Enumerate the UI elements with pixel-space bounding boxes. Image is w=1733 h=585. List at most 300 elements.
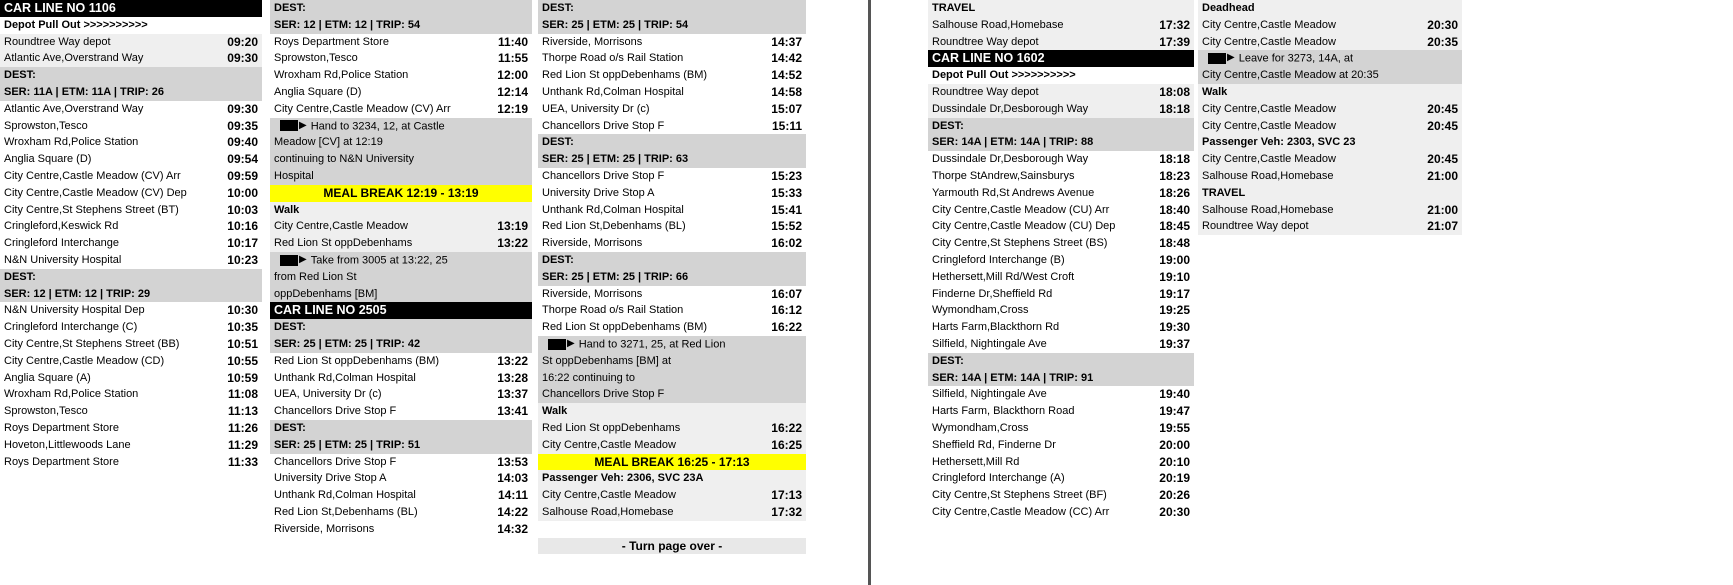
arrow-right-icon: ▶: [299, 253, 307, 265]
stop-time: 18:26: [1159, 185, 1190, 200]
stop-name: Red Lion St,Debenhams (BL): [274, 505, 418, 518]
stop-time: 18:18: [1159, 152, 1190, 167]
stop-name: Roundtree Way depot: [932, 85, 1039, 98]
stop-name: Anglia Square (A): [4, 371, 91, 384]
stop-name: Wroxham Rd,Police Station: [4, 136, 139, 149]
stop-name: SER: 11A | ETM: 11A | TRIP: 26: [4, 85, 164, 98]
note-line: [1198, 67, 1462, 84]
stop-time: 19:37: [1159, 336, 1190, 351]
stop-name: Salhouse Road,Homebase: [542, 505, 674, 518]
stop-name: TRAVEL: [932, 2, 976, 14]
arrow-right-icon: ▶: [1227, 52, 1235, 64]
stop-row: [0, 370, 262, 387]
stop-name: Wymondham,Cross: [932, 304, 1029, 317]
stop-name: City Centre,Castle Meadow: [274, 220, 408, 233]
stop-row: [0, 386, 262, 403]
stop-name: Thorpe Road o/s Rail Station: [542, 304, 684, 317]
turn-page-note: - Turn page over -: [538, 538, 806, 555]
stop-name: Passenger Veh: 2303, SVC 23: [1202, 136, 1356, 149]
handover-note: [270, 118, 532, 185]
stop-row: [270, 67, 532, 84]
stop-time: 11:08: [227, 387, 258, 402]
page-column-1: [0, 0, 262, 470]
stop-time: 20:10: [1159, 454, 1190, 469]
stop-time: 18:23: [1159, 168, 1190, 183]
stop-name: DEST:: [4, 270, 36, 283]
meal-break-banner: MEAL BREAK 12:19 - 13:19: [270, 185, 532, 202]
stop-name: SER: 14A | ETM: 14A | TRIP: 91: [932, 371, 1094, 384]
stop-time: 17:13: [771, 488, 802, 503]
stop-row: [928, 386, 1194, 403]
dest-header: [270, 336, 532, 353]
stop-name: N&N University Hospital Dep: [4, 304, 145, 317]
arrow-right-icon: ▶: [567, 337, 575, 349]
dest-header: [928, 134, 1194, 151]
stop-time: 18:48: [1159, 236, 1190, 251]
stop-row: [1198, 34, 1462, 51]
stop-row: [538, 185, 806, 202]
stop-time: 10:55: [227, 353, 258, 368]
stop-time: 13:19: [497, 219, 528, 234]
stop-row: [0, 34, 262, 51]
stop-time: 14:22: [497, 504, 528, 519]
stop-row: [538, 286, 806, 303]
dest-header: [928, 353, 1194, 370]
stop-time: 10:35: [227, 320, 258, 335]
arrow-right-icon: ▶: [299, 119, 307, 131]
stop-time: 15:07: [771, 101, 802, 116]
dest-header: [928, 118, 1194, 135]
stop-row: [538, 504, 806, 521]
stop-time: 15:11: [771, 118, 802, 133]
blank-row: [538, 521, 806, 538]
stop-time: 11:26: [227, 420, 258, 435]
stop-time: 14:37: [771, 34, 802, 49]
stop-row: [928, 185, 1194, 202]
stop-row: [0, 202, 262, 219]
stop-name: Atlantic Ave,Overstrand Way: [4, 102, 144, 115]
stop-time: 11:33: [227, 454, 258, 469]
stop-name: UEA, University Dr (c): [542, 102, 650, 115]
section-label: [538, 470, 806, 487]
stop-row: [538, 50, 806, 67]
stop-time: 20:30: [1159, 504, 1190, 519]
stop-time: 17:39: [1159, 34, 1190, 49]
stop-row: [538, 101, 806, 118]
stop-time: 20:19: [1159, 471, 1190, 486]
stop-time: 16:12: [771, 303, 802, 318]
stop-row: [270, 403, 532, 420]
stop-name: Cringleford Interchange (B): [932, 253, 1065, 266]
stop-name: City Centre,Castle Meadow: [542, 438, 676, 451]
stop-name: Finderne Dr,Sheffield Rd: [932, 287, 1053, 300]
stop-name: City Centre,Castle Meadow (CU) Dep: [932, 220, 1116, 233]
car-line-header: CAR LINE NO 1602: [928, 50, 1194, 67]
stop-row: [1198, 168, 1462, 185]
stop-row: [538, 84, 806, 101]
stop-time: 15:52: [771, 219, 802, 234]
stop-time: 19:55: [1159, 420, 1190, 435]
stop-name: Deadhead: [1202, 2, 1255, 14]
stop-time: 19:00: [1159, 252, 1190, 267]
stop-name: Hethersett,Mill Rd: [932, 455, 1020, 468]
stop-row: [1198, 218, 1462, 235]
redacted-block-icon: [280, 255, 298, 266]
stop-name: Dussindale Dr,Desborough Way: [932, 102, 1089, 115]
stop-time: 09:20: [227, 34, 258, 49]
stop-row: [0, 437, 262, 454]
stop-name: DEST:: [932, 119, 964, 132]
note-line: [270, 168, 532, 185]
dest-header: [538, 0, 806, 17]
stop-time: 17:32: [1159, 17, 1190, 32]
stop-row: [928, 504, 1194, 521]
stop-time: 13:28: [497, 370, 528, 385]
stop-time: 20:35: [1427, 34, 1458, 49]
stop-row: [270, 50, 532, 67]
stop-time: 20:00: [1159, 437, 1190, 452]
stop-time: 09:59: [227, 168, 258, 183]
stop-name: Riverside, Morrisons: [542, 287, 643, 300]
dest-header: [538, 134, 806, 151]
stop-time: 15:33: [771, 185, 802, 200]
stop-row: [270, 454, 532, 471]
stop-row: [928, 101, 1194, 118]
note-line: [538, 336, 806, 353]
stop-time: 20:26: [1159, 488, 1190, 503]
stop-time: 09:35: [227, 118, 258, 133]
dest-header: [270, 17, 532, 34]
stop-name: University Drive Stop A: [542, 186, 655, 199]
stop-name: City Centre,Castle Meadow: [1202, 18, 1336, 31]
stop-name: City Centre,Castle Meadow: [1202, 102, 1336, 115]
stop-name: SER: 14A | ETM: 14A | TRIP: 88: [932, 136, 1094, 149]
stop-row: [538, 420, 806, 437]
stop-time: 10:30: [227, 303, 258, 318]
stop-name: SER: 25 | ETM: 25 | TRIP: 51: [274, 438, 421, 451]
redacted-block-icon: [1208, 53, 1226, 64]
stop-time: 13:22: [497, 236, 528, 251]
note-line: [538, 386, 806, 403]
stop-row: [1198, 118, 1462, 135]
stop-name: Cringleford Interchange (C): [4, 321, 138, 334]
stop-name: Thorpe StAndrew,Sainsburys: [932, 169, 1075, 182]
stop-time: 14:42: [771, 51, 802, 66]
stop-name: UEA, University Dr (c): [274, 388, 382, 401]
stop-time: 10:03: [227, 202, 258, 217]
stop-time: 16:22: [771, 420, 802, 435]
stop-time: 14:32: [497, 521, 528, 536]
stop-row: [1198, 202, 1462, 219]
stop-row: [928, 235, 1194, 252]
stop-name: DEST:: [542, 253, 574, 266]
dest-header: [0, 67, 262, 84]
stop-name: City Centre,Castle Meadow: [542, 489, 676, 502]
stop-name: Roundtree Way depot: [932, 35, 1039, 48]
stop-name: Roys Department Store: [4, 455, 119, 468]
stop-time: 18:18: [1159, 101, 1190, 116]
stop-row: [928, 454, 1194, 471]
stop-time: 10:23: [227, 252, 258, 267]
handover-note: [538, 336, 806, 403]
stop-row: [538, 67, 806, 84]
stop-name: Harts Farm, Blackthorn Road: [932, 405, 1075, 418]
stop-time: 09:40: [227, 135, 258, 150]
stop-row: [928, 487, 1194, 504]
stop-row: [928, 202, 1194, 219]
stop-time: 20:30: [1427, 17, 1458, 32]
stop-row: [928, 302, 1194, 319]
stop-row: [0, 319, 262, 336]
stop-name: City Centre,Castle Meadow: [1202, 35, 1336, 48]
note-text: Leave for 3273, 14A, at: [1238, 52, 1354, 65]
stop-row: [538, 202, 806, 219]
stop-time: 19:17: [1159, 286, 1190, 301]
stop-name: Dussindale Dr,Desborough Way: [932, 153, 1089, 166]
section-label: [1198, 0, 1462, 17]
stop-name: City Centre,St Stephens Street (BF): [932, 489, 1107, 502]
stop-name: City Centre,Castle Meadow (CV) Arr: [274, 102, 451, 115]
note-text: City Centre,Castle Meadow at 20:35: [1202, 69, 1379, 82]
stop-time: 12:19: [497, 101, 528, 116]
stop-row: [538, 319, 806, 336]
stop-name: Chancellors Drive Stop F: [274, 455, 397, 468]
stop-time: 18:45: [1159, 219, 1190, 234]
dest-header: [270, 0, 532, 17]
note-line: [270, 252, 532, 269]
note-text: oppDebenhams [BM]: [274, 287, 378, 300]
stop-row: [928, 269, 1194, 286]
note-text: Meadow [CV] at 12:19: [274, 136, 383, 149]
section-label: [1198, 134, 1462, 151]
stop-time: 16:07: [771, 286, 802, 301]
dest-header: [928, 370, 1194, 387]
stop-time: 20:45: [1427, 152, 1458, 167]
stop-time: 12:14: [497, 84, 528, 99]
stop-row: [270, 487, 532, 504]
section-label: [1198, 185, 1462, 202]
dest-header: [538, 252, 806, 269]
stop-name: Hoveton,Littlewoods Lane: [4, 438, 131, 451]
stop-name: Red Lion St oppDebenhams (BM): [274, 354, 440, 367]
stop-row: [270, 386, 532, 403]
stop-name: City Centre,Castle Meadow (CD): [4, 354, 165, 367]
stop-row: [270, 521, 532, 538]
stop-name: Thorpe Road o/s Rail Station: [542, 52, 684, 65]
note-text: 16:22 continuing to: [542, 371, 635, 384]
section-label: [928, 0, 1194, 17]
page-column-4: [928, 0, 1194, 521]
stop-row: [538, 218, 806, 235]
stop-name: Red Lion St,Debenhams (BL): [542, 220, 686, 233]
stop-name: Sprowston,Tesco: [4, 405, 88, 418]
stop-name: Chancellors Drive Stop F: [542, 169, 665, 182]
stop-name: Anglia Square (D): [274, 85, 362, 98]
stop-row: [928, 437, 1194, 454]
stop-name: City Centre,Castle Meadow (CV) Dep: [4, 186, 187, 199]
stop-name: Wroxham Rd,Police Station: [4, 388, 139, 401]
redacted-block-icon: [280, 120, 298, 131]
stop-row: [928, 286, 1194, 303]
stop-name: DEST:: [274, 421, 306, 434]
stop-name: Anglia Square (D): [4, 153, 92, 166]
stop-name: Unthank Rd,Colman Hospital: [274, 489, 416, 502]
stop-row: [928, 420, 1194, 437]
stop-row: [928, 336, 1194, 353]
stop-name: Unthank Rd,Colman Hospital: [542, 203, 684, 216]
stop-name: City Centre,Castle Meadow (CU) Arr: [932, 203, 1110, 216]
stop-row: [538, 302, 806, 319]
stop-name: Roundtree Way depot: [1202, 220, 1309, 233]
stop-name: Sprowston,Tesco: [4, 119, 88, 132]
stop-time: 09:30: [227, 51, 258, 66]
section-label: [0, 17, 262, 34]
stop-name: SER: 25 | ETM: 25 | TRIP: 66: [542, 270, 689, 283]
stop-name: Walk: [1202, 85, 1228, 98]
note-text: Hand to 3234, 12, at Castle: [310, 119, 445, 132]
stop-time: 13:22: [497, 353, 528, 368]
dest-header: [538, 151, 806, 168]
note-text: Chancellors Drive Stop F: [542, 388, 665, 401]
stop-row: [0, 118, 262, 135]
section-label: [1198, 84, 1462, 101]
handover-note: [270, 252, 532, 302]
dest-header: [270, 420, 532, 437]
section-label: [270, 202, 532, 219]
car-line-header: CAR LINE NO 2505: [270, 302, 532, 319]
dest-header: [0, 84, 262, 101]
stop-time: 12:00: [497, 68, 528, 83]
meal-break-banner: MEAL BREAK 16:25 - 17:13: [538, 454, 806, 471]
stop-time: 21:00: [1427, 168, 1458, 183]
stop-row: [270, 353, 532, 370]
stop-row: [538, 168, 806, 185]
stop-name: Chancellors Drive Stop F: [542, 119, 665, 132]
note-line: [1198, 50, 1462, 67]
stop-time: 16:22: [771, 320, 802, 335]
stop-row: [0, 185, 262, 202]
stop-name: Sprowston,Tesco: [274, 52, 358, 65]
stop-name: Riverside, Morrisons: [274, 522, 375, 535]
stop-name: Unthank Rd,Colman Hospital: [542, 85, 684, 98]
stop-time: 19:40: [1159, 387, 1190, 402]
stop-row: [928, 168, 1194, 185]
stop-time: 09:30: [227, 101, 258, 116]
dest-header: [538, 17, 806, 34]
stop-name: DEST:: [542, 2, 574, 14]
stop-row: [0, 403, 262, 420]
stop-name: City Centre,Castle Meadow: [1202, 119, 1336, 132]
stop-row: [0, 353, 262, 370]
stop-name: Cringleford Interchange: [4, 237, 119, 250]
stop-name: Sheffield Rd, Finderne Dr: [932, 438, 1056, 451]
note-text: Take from 3005 at 13:22, 25: [310, 254, 448, 267]
stop-name: Passenger Veh: 2306, SVC 23A: [542, 472, 704, 485]
dest-header: [270, 437, 532, 454]
handover-note: [1198, 50, 1462, 84]
stop-name: DEST:: [932, 354, 964, 367]
stop-name: Red Lion St oppDebenhams (BM): [542, 69, 708, 82]
stop-row: [928, 34, 1194, 51]
stop-row: [270, 470, 532, 487]
stop-row: [538, 118, 806, 135]
stop-name: SER: 25 | ETM: 25 | TRIP: 42: [274, 337, 421, 350]
note-text: Hand to 3271, 25, at Red Lion: [578, 338, 726, 351]
dest-header: [270, 319, 532, 336]
note-text: Hospital: [274, 169, 314, 182]
stop-row: [270, 101, 532, 118]
stop-time: 17:32: [771, 504, 802, 519]
page-column-5: [1198, 0, 1462, 235]
stop-time: 19:10: [1159, 269, 1190, 284]
stop-row: [538, 487, 806, 504]
note-line: [270, 269, 532, 286]
stop-name: Unthank Rd,Colman Hospital: [274, 371, 416, 384]
stop-name: TRAVEL: [1202, 186, 1246, 199]
note-text: St oppDebenhams [BM] at: [542, 354, 672, 367]
stop-name: City Centre,St Stephens Street (BT): [4, 203, 179, 216]
stop-row: [928, 151, 1194, 168]
stop-row: [0, 252, 262, 269]
stop-row: [0, 218, 262, 235]
stop-time: 16:02: [771, 236, 802, 251]
stop-name: DEST:: [274, 2, 306, 14]
note-line: [538, 353, 806, 370]
stop-name: Wymondham,Cross: [932, 421, 1029, 434]
stop-name: Cringleford,Keswick Rd: [4, 220, 119, 233]
stop-time: 15:23: [771, 168, 802, 183]
stop-row: [0, 302, 262, 319]
stop-name: City Centre,Castle Meadow (CV) Arr: [4, 169, 181, 182]
stop-row: [270, 218, 532, 235]
stop-name: DEST:: [274, 321, 306, 334]
stop-time: 11:13: [227, 404, 258, 419]
stop-time: 11:29: [227, 437, 258, 452]
stop-time: 13:53: [497, 454, 528, 469]
stop-time: 10:17: [227, 236, 258, 251]
stop-name: Riverside, Morrisons: [542, 35, 643, 48]
note-line: [270, 151, 532, 168]
note-line: [538, 370, 806, 387]
stop-name: SER: 25 | ETM: 25 | TRIP: 63: [542, 153, 689, 166]
stop-row: [928, 403, 1194, 420]
note-line: [270, 134, 532, 151]
note-text: continuing to N&N University: [274, 153, 415, 166]
stop-name: Red Lion St oppDebenhams (BM): [542, 321, 708, 334]
stop-time: 13:41: [497, 404, 528, 419]
stop-name: Red Lion St oppDebenhams: [542, 421, 681, 434]
stop-name: Roys Department Store: [4, 421, 119, 434]
stop-row: [928, 84, 1194, 101]
stop-row: [538, 437, 806, 454]
page-divider: [868, 0, 871, 585]
stop-name: Salhouse Road,Homebase: [1202, 169, 1334, 182]
stop-row: [0, 101, 262, 118]
stop-name: Harts Farm,Blackthorn Rd: [932, 321, 1060, 334]
stop-name: Riverside, Morrisons: [542, 237, 643, 250]
stop-name: Salhouse Road,Homebase: [932, 18, 1064, 31]
stop-row: [1198, 151, 1462, 168]
stop-time: 21:00: [1427, 202, 1458, 217]
stop-row: [928, 218, 1194, 235]
stop-time: 18:08: [1159, 84, 1190, 99]
stop-time: 20:45: [1427, 101, 1458, 116]
stop-name: Wroxham Rd,Police Station: [274, 69, 409, 82]
stop-row: [270, 84, 532, 101]
stop-time: 21:07: [1427, 219, 1458, 234]
stop-row: [0, 134, 262, 151]
stop-time: 11:55: [497, 51, 528, 66]
